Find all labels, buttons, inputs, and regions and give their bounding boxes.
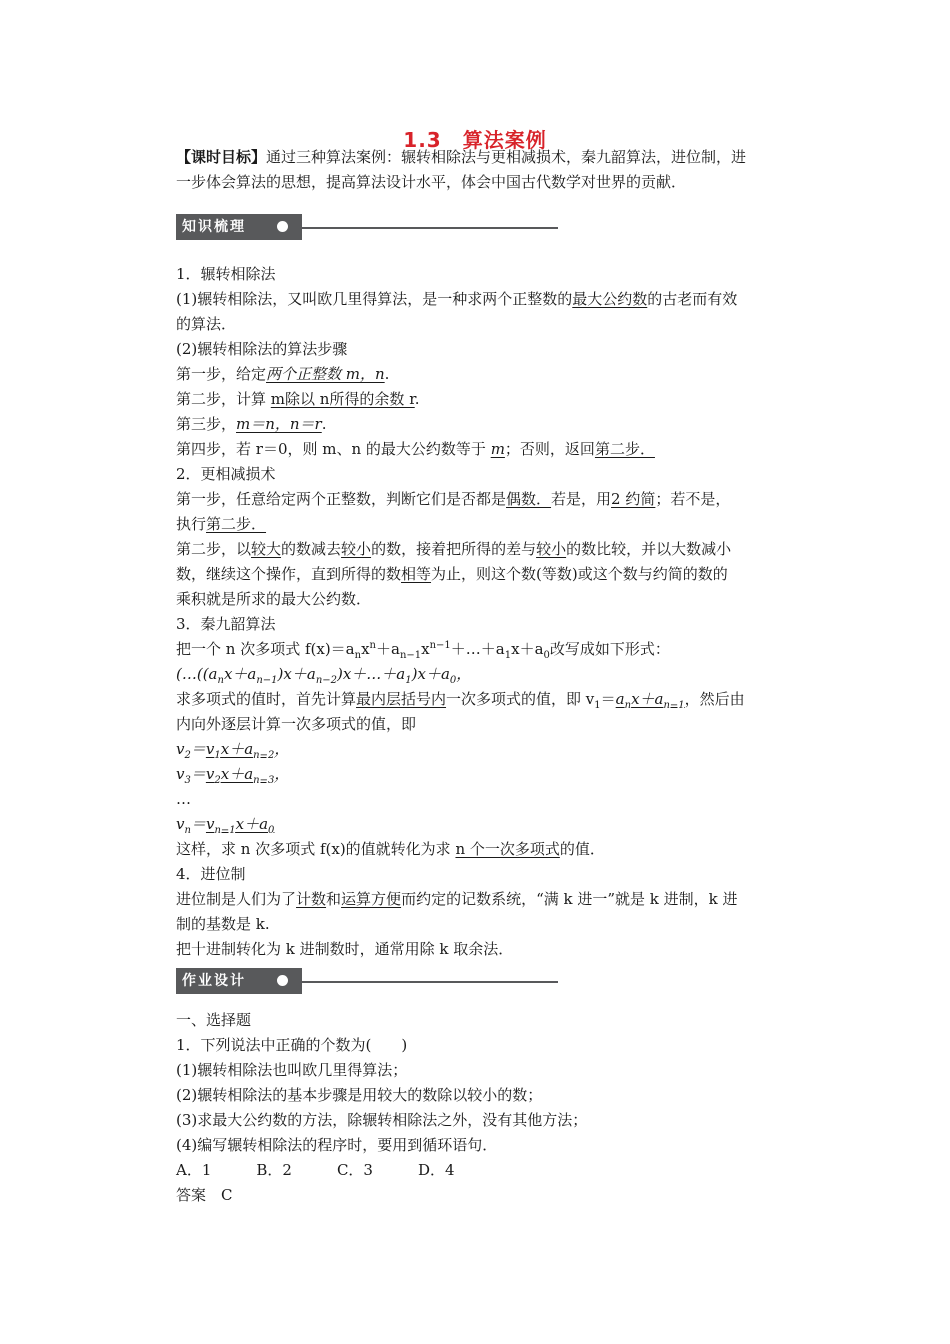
answer-blank: m＝n，n＝r <box>236 415 322 433</box>
s3-poly: 把一个 n 次多项式 $f(x)=a_nx^n+a_{n-1}x^{n-1}+\dots+a_1x+a_0$改写成如下形式： <box>176 640 670 661</box>
banner-dot-icon <box>277 975 288 986</box>
s1-step2: 第二步，计算 m除以 n所得的余数 r. <box>176 390 420 408</box>
s3-heading: 3．秦九韶算法 <box>176 615 276 633</box>
answer-blank: $v_2x+a_{n-3}$ <box>205 765 275 786</box>
answer-blank: m <box>490 440 505 458</box>
s2-p1-cont: 执行第二步． <box>176 515 267 533</box>
section-banner-knowledge <box>176 214 808 240</box>
answer-blank: 较大 <box>251 540 282 558</box>
answer-blank: 运算方便 <box>341 890 402 908</box>
goal-label: 【课时目标】 <box>176 148 267 166</box>
answer-blank: 较小 <box>536 540 567 558</box>
s2-p2-end: 乘积就是所求的最大公约数． <box>176 590 372 608</box>
answer-blank: 相等 <box>401 565 432 583</box>
answer-blank: m除以 n所得的余数 r <box>270 390 415 408</box>
banner-rule <box>302 981 558 983</box>
s1-p1-cont: 的算法． <box>176 315 237 333</box>
statement-1: (1)辗转相除法也叫欧几里得算法； <box>176 1061 408 1079</box>
banner-dot-icon <box>277 221 288 232</box>
s2-p2: 第二步，以较大的数减去较小的数，接着把所得的差与较小的数比较，并以大数减小 <box>176 540 732 558</box>
s3-conclusion: 这样，求 n 次多项式 f(x)的值就转化为求 n 个一次多项式的值． <box>176 840 605 858</box>
s3-compute-cont: 内向外逐层计算一次多项式的值，即 <box>176 715 417 733</box>
s3-vn: $v_n=v_{n-1}x+a_0$ <box>176 815 275 836</box>
goal-line-2: 一步体会算法的思想，提高算法设计水平，体会中国古代数学对世界的贡献． <box>176 173 687 191</box>
answer: 答案 C <box>176 1186 233 1204</box>
s3-nested: $(\dots((a_nx+a_{n-1})x+a_{n-2})x+\dots+a_1)x+a_0$， <box>176 665 472 686</box>
s3-compute: 求多项式的值时，首先计算最内层括号内一次多项式的值，即 $v_1=a_nx+a_{n-1}$，然后由 <box>176 690 745 711</box>
answer-blank: n 个一次多项式 <box>455 840 560 858</box>
s1-step1: 第一步，给定两个正整数 m，n. <box>176 365 390 383</box>
answer-blank: 计数 <box>296 890 327 908</box>
s1-step4: 第四步，若 r＝0，则 m、n 的最大公约数等于 m；否则，返回第二步． <box>176 440 655 458</box>
section-banner-homework <box>176 968 808 994</box>
answer-blank: $a_nx+a_{n-1}$ <box>615 690 685 711</box>
s1-step3: 第三步，m＝n，n＝r. <box>176 415 327 433</box>
banner-label: 作业设计 <box>176 968 302 994</box>
answer-blank: 第二步． <box>594 440 655 458</box>
page-title: 1.3 算法案例 <box>403 128 547 152</box>
statement-2: (2)辗转相除法的基本步骤是用较大的数除以较小的数； <box>176 1086 543 1104</box>
question-1: 1．下列说法中正确的个数为( ) <box>176 1036 408 1054</box>
answer-choices: A．1 B．2 C．3 D．4 <box>176 1161 455 1179</box>
s3-v3: $v_3=v_2x+a_{n-3}$， <box>176 765 290 786</box>
answer-blank: 2 约简 <box>611 490 656 508</box>
answer-blank: 两个正整数 m，n <box>266 365 385 383</box>
s1-p1: (1)辗转相除法，又叫欧几里得算法，是一种求两个正整数的最大公约数的古老而有效 <box>176 290 738 308</box>
statement-4: (4)编写辗转相除法的程序时，要用到循环语句． <box>176 1136 498 1154</box>
answer-blank: $v_1x+a_{n-2}$ <box>205 740 275 761</box>
s4-heading: 4．进位制 <box>176 865 246 883</box>
s4-p2: 把十进制转化为 k 进制数时，通常用除 k 取余法． <box>176 940 514 958</box>
answer-blank: 最大公约数 <box>572 290 648 308</box>
banner-rule <box>302 227 558 229</box>
banner-label: 知识梳理 <box>176 214 302 240</box>
s4-p1-cont: 制的基数是 k. <box>176 915 270 933</box>
s2-p2-cont: 数，继续这个操作，直到所得的数相等为止，则这个数(等数)或这个数与约简的数的 <box>176 565 728 583</box>
hw-heading: 一、选择题 <box>176 1011 252 1029</box>
goal-line-1 <box>176 145 808 170</box>
statement-3: (3)求最大公约数的方法，除辗转相除法之外，没有其他方法； <box>176 1111 588 1129</box>
answer-blank: 第二步． <box>206 515 267 533</box>
s2-heading: 2．更相减损术 <box>176 465 276 483</box>
goal-text-1: 通过三种算法案例：辗转相除法与更相减损术，秦九韶算法，进位制，进 <box>266 148 747 166</box>
s3-v2: $v_2=v_1x+a_{n-2}$， <box>176 740 290 761</box>
s3-dots: … <box>176 790 191 808</box>
answer-blank: 较小 <box>341 540 372 558</box>
s1-heading: 1．辗转相除法 <box>176 265 276 283</box>
s2-p1: 第一步，任意给定两个正整数，判断它们是否都是偶数．若是，用2 约简；若不是， <box>176 490 731 508</box>
answer-blank: $v_{n-1}x+a_0$ <box>205 815 275 836</box>
s4-p1: 进位制是人们为了计数和运算方便而约定的记数系统，“满 k 进一”就是 k 进制，k 进 <box>176 890 738 908</box>
answer-blank: 偶数． <box>506 490 552 508</box>
document-body <box>176 145 808 1208</box>
s1-p2: (2)辗转相除法的算法步骤 <box>176 340 348 358</box>
answer-blank: 最内层括号内 <box>356 690 447 708</box>
